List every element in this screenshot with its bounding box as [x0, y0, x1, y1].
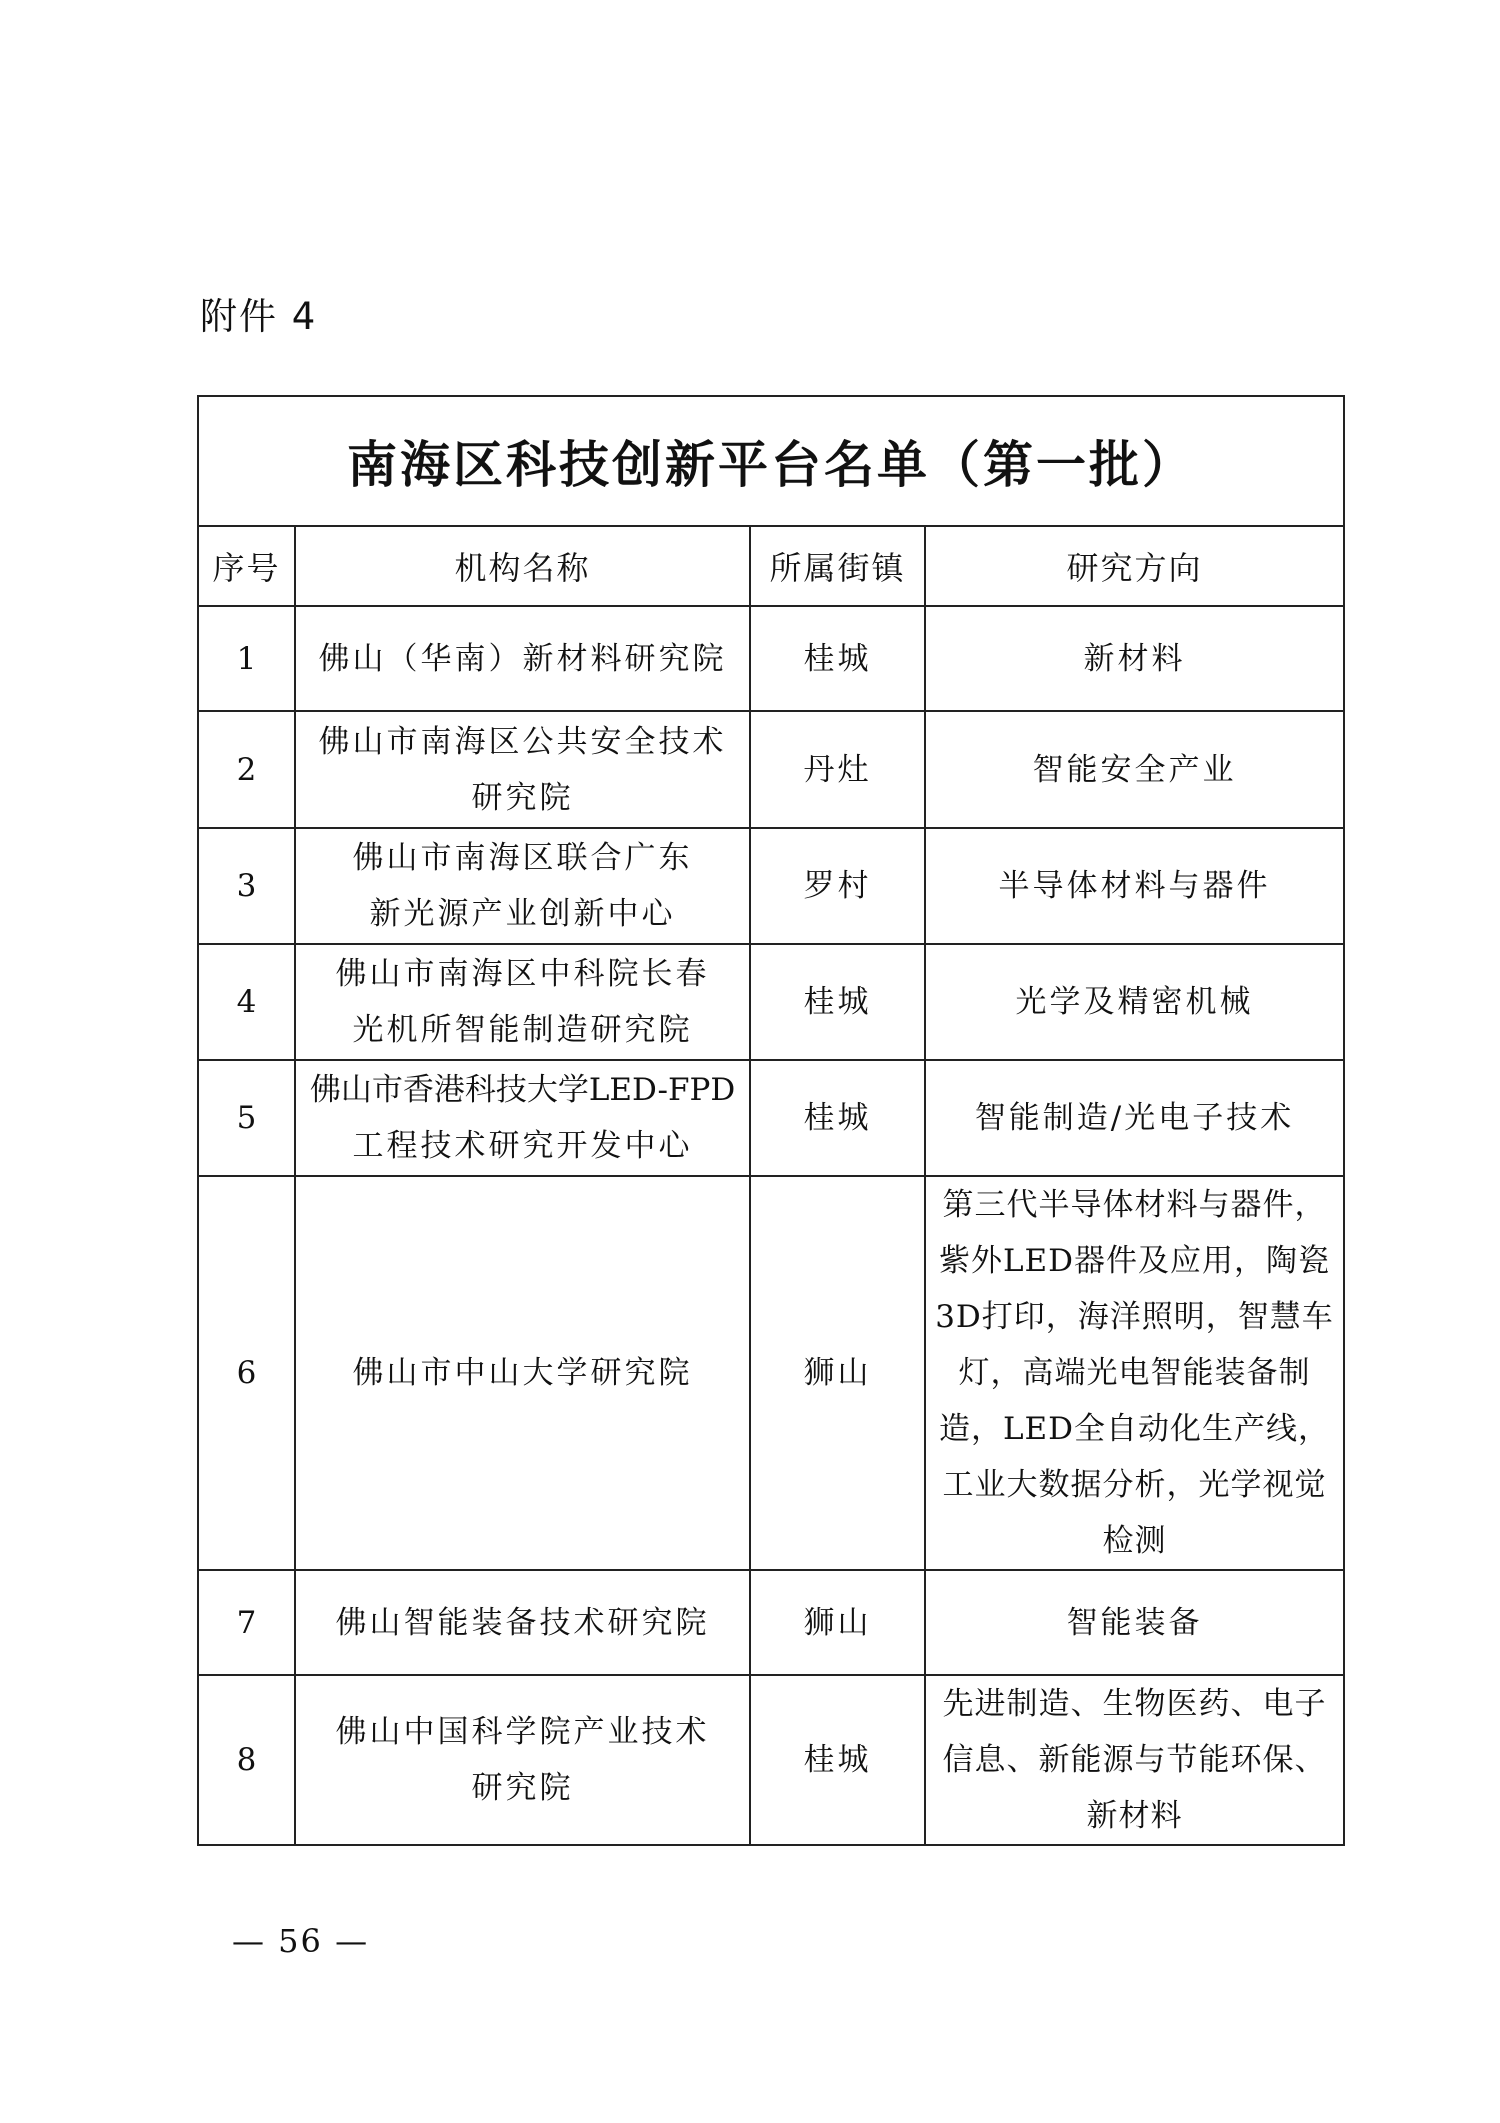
- name-line: 佛山市南海区公共安全技术: [318, 723, 727, 760]
- direction-line: 光学及精密机械: [1015, 984, 1254, 1020]
- table-row: [198, 1675, 1344, 1845]
- row-institution-name: [295, 1060, 750, 1176]
- table-row: [198, 1060, 1344, 1176]
- row-institution-name: [295, 1675, 750, 1845]
- row-direction: [925, 606, 1344, 711]
- table-row: [198, 828, 1344, 944]
- direction-line: 新材料: [1083, 640, 1186, 677]
- row-town: 桂城: [750, 944, 925, 1060]
- direction-line: 智能装备: [1066, 1604, 1203, 1641]
- column-header-direction: 研究方向: [925, 526, 1344, 606]
- page-number: — 56 —: [232, 1922, 370, 1960]
- column-header-index: 序号: [198, 526, 295, 606]
- table-row: [198, 1176, 1344, 1570]
- row-direction: [925, 828, 1344, 944]
- name-line: 研究院: [471, 1770, 574, 1806]
- attachment-label: 附件 4: [200, 295, 318, 338]
- direction-line: 检测: [1102, 1523, 1167, 1559]
- row-direction: [925, 1675, 1344, 1845]
- table-row: [198, 944, 1344, 1060]
- row-town: 狮山: [750, 1176, 925, 1570]
- name-line: 佛山市南海区中科院长春: [335, 956, 710, 992]
- row-town: 狮山: [750, 1570, 925, 1675]
- row-direction: [925, 944, 1344, 1060]
- platform-list-table: [197, 395, 1345, 1846]
- direction-line: 新材料: [1086, 1798, 1183, 1834]
- table-row: [198, 1570, 1344, 1675]
- column-header-name: 机构名称: [295, 526, 750, 606]
- row-direction: [925, 1570, 1344, 1675]
- direction-line: 3D打印，海洋照明，智慧车: [935, 1299, 1334, 1335]
- row-index: 6: [198, 1176, 295, 1570]
- row-institution-name: [295, 711, 750, 828]
- row-index: 3: [198, 828, 295, 944]
- row-index: 2: [198, 711, 295, 828]
- name-line: 新光源产业创新中心: [369, 896, 676, 932]
- row-institution-name: [295, 1176, 750, 1570]
- direction-line: 智能制造/光电子技术: [974, 1100, 1295, 1136]
- row-town: 桂城: [750, 606, 925, 711]
- direction-line: 第三代半导体材料与器件，: [942, 1187, 1327, 1223]
- row-institution-name: [295, 606, 750, 711]
- name-line: 研究院: [471, 779, 574, 816]
- name-line: 佛山市中山大学研究院: [352, 1355, 693, 1391]
- row-town: 丹灶: [750, 711, 925, 828]
- table-row: [198, 606, 1344, 711]
- direction-line: 工业大数据分析，光学视觉: [942, 1467, 1327, 1503]
- row-institution-name: [295, 1570, 750, 1675]
- direction-line: 智能安全产业: [1032, 751, 1237, 788]
- row-direction: [925, 1060, 1344, 1176]
- row-town: 桂城: [750, 1060, 925, 1176]
- name-line: 佛山（华南）新材料研究院: [318, 640, 727, 677]
- name-line: 佛山市香港科技大学LED-FPD: [309, 1072, 736, 1108]
- row-index: 4: [198, 944, 295, 1060]
- name-line: 工程技术研究开发中心: [352, 1128, 693, 1164]
- direction-line: 紫外LED器件及应用，陶瓷: [938, 1243, 1331, 1279]
- row-town: 桂城: [750, 1675, 925, 1845]
- name-line: 佛山中国科学院产业技术: [335, 1714, 710, 1750]
- direction-line: 先进制造、生物医药、电子: [942, 1686, 1327, 1722]
- direction-line: 造，LED全自动化生产线，: [938, 1411, 1331, 1447]
- row-index: 8: [198, 1675, 295, 1845]
- table-row: [198, 711, 1344, 828]
- row-index: 5: [198, 1060, 295, 1176]
- direction-line: 灯，高端光电智能装备制: [958, 1355, 1311, 1391]
- row-town: 罗村: [750, 828, 925, 944]
- row-institution-name: [295, 828, 750, 944]
- direction-line: 半导体材料与器件: [998, 868, 1271, 904]
- row-index: 7: [198, 1570, 295, 1675]
- row-direction: [925, 711, 1344, 828]
- row-direction: [925, 1176, 1344, 1570]
- name-line: 光机所智能制造研究院: [352, 1012, 693, 1048]
- name-line: 佛山智能装备技术研究院: [335, 1604, 710, 1641]
- column-header-town: 所属街镇: [750, 526, 925, 606]
- row-index: 1: [198, 606, 295, 711]
- table-title: 南海区科技创新平台名单（第一批）: [198, 396, 1344, 526]
- row-institution-name: [295, 944, 750, 1060]
- direction-line: 信息、新能源与节能环保、: [942, 1742, 1327, 1778]
- name-line: 佛山市南海区联合广东: [352, 840, 693, 876]
